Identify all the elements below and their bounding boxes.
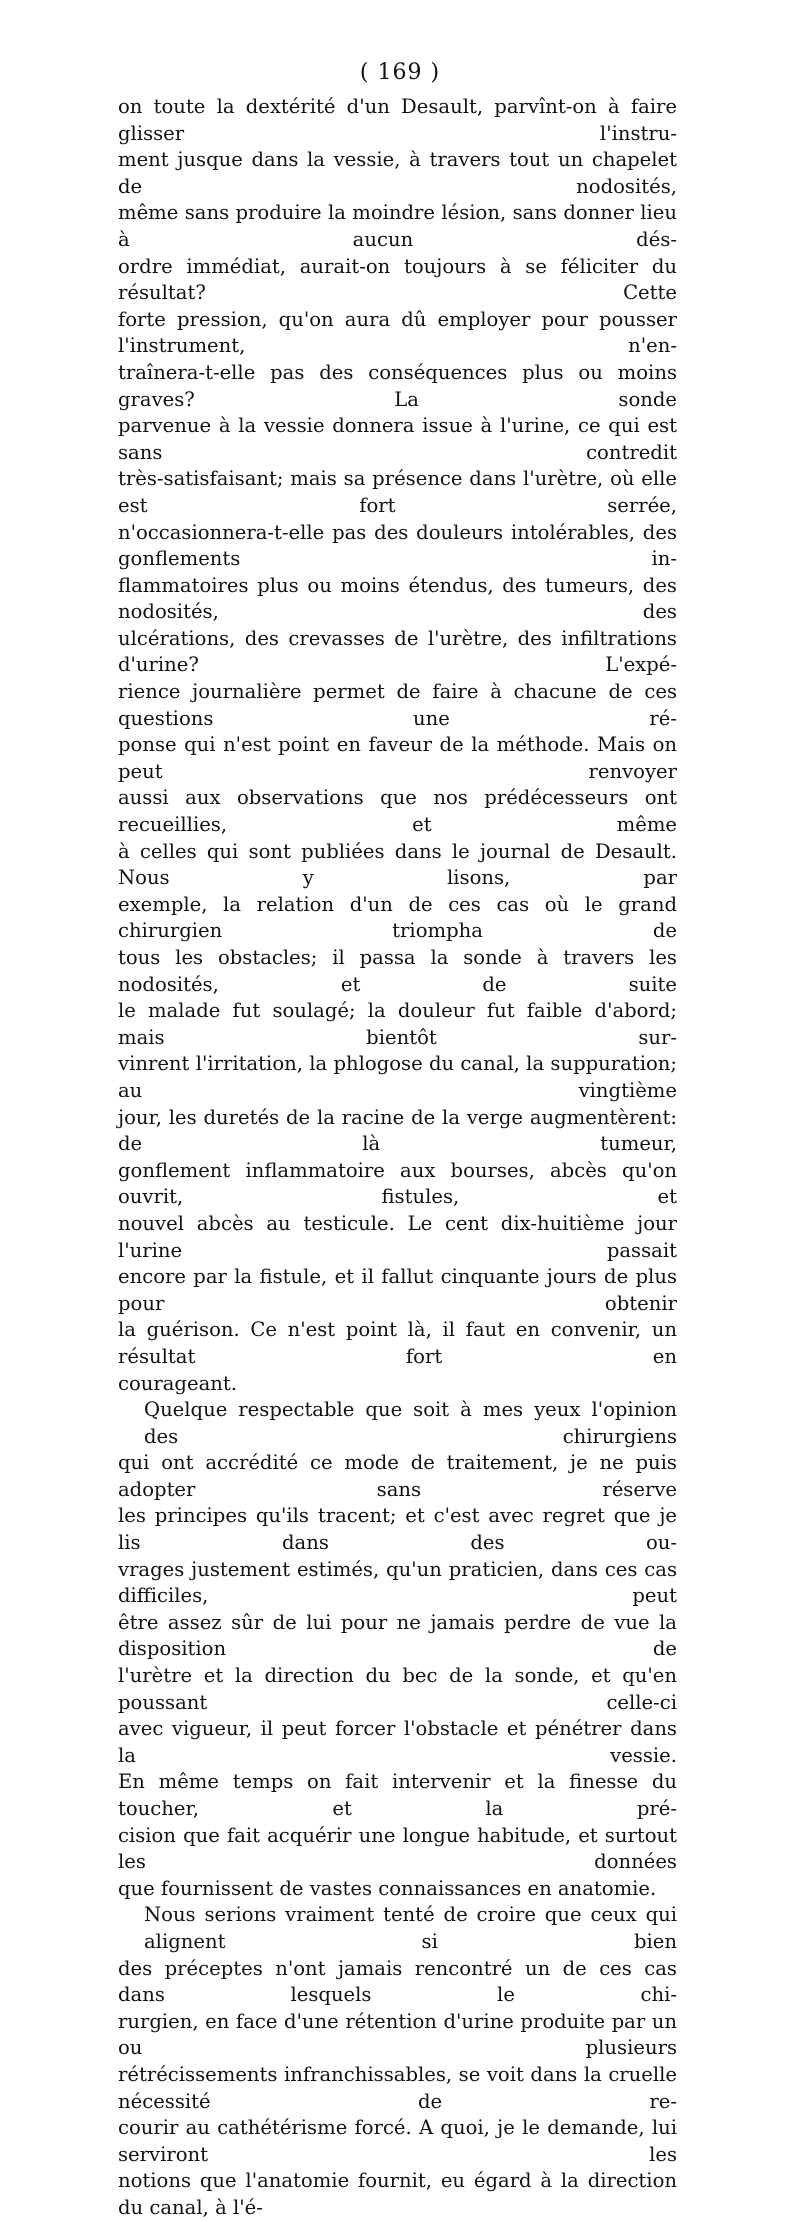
text-line: exemple, la relation d'un de ces cas où le grand chirurgien triompha de bbox=[118, 892, 677, 943]
text-line: vrages justement estimés, qu'un praticien, dans ces cas difficiles, peut bbox=[118, 1557, 677, 1608]
text-line: les principes qu'ils tracent; et c'est avec regret que je lis dans des ou- bbox=[118, 1504, 677, 1555]
text-line: que fournissent de vastes connaissances en anatomie. bbox=[118, 1876, 657, 1900]
text-line: En même temps on fait intervenir et la finesse du toucher, et la pré- bbox=[118, 1770, 677, 1820]
text-line: Nous serions vraiment tenté de croire que ceux qui alignent si bien bbox=[144, 1903, 677, 1953]
text-line: des préceptes n'ont jamais rencontré un de ces cas dans lesquels le chi- bbox=[118, 1956, 677, 2007]
text-line: ment jusque dans la vessie, à travers tout un chapelet de nodosités, bbox=[118, 148, 677, 198]
text-line: nouvel abcès au testicule. Le cent dix-huitième jour l'urine passait bbox=[118, 1211, 677, 1262]
paragraph-3 bbox=[118, 1902, 677, 2221]
text-line: à celles qui sont publiées dans le journal de Desault. Nous y lisons, par bbox=[118, 839, 677, 890]
text-line: jour, les duretés de la racine de la verge augmentèrent: de là tumeur, bbox=[118, 1105, 677, 1156]
text-line: l'urètre et la direction du bec de la sonde, et qu'en poussant celle-ci bbox=[118, 1664, 677, 1714]
text-line: flammatoires plus ou moins étendus, des tumeurs, des nodosités, des bbox=[118, 573, 677, 624]
text-line: parvenue à la vessie donnera issue à l'urine, ce qui est sans contredit bbox=[118, 414, 677, 464]
text-line: même sans produire la moindre lésion, sans donner lieu à aucun dés- bbox=[118, 201, 677, 251]
text-line: traînera-t-elle pas des conséquences plus ou moins graves? La sonde bbox=[118, 360, 677, 411]
text-line: avec vigueur, il peut forcer l'obstacle et pénétrer dans la vessie. bbox=[118, 1717, 677, 1767]
text-line: forte pression, qu'on aura dû employer pour pousser l'instrument, n'en- bbox=[118, 307, 677, 358]
text-line: gonflement inflammatoire aux bourses, abcès qu'on ouvrit, fistules, et bbox=[118, 1158, 677, 1209]
text-line: qui ont accrédité ce mode de traitement, je ne puis adopter sans réserve bbox=[118, 1451, 677, 1501]
text-line: ordre immédiat, aurait-on toujours à se féliciter du résultat? Cette bbox=[118, 254, 677, 305]
text-line: vinrent l'irritation, la phlogose du canal, la suppuration; au vingtième bbox=[118, 1052, 677, 1102]
text-line: tous les obstacles; il passa la sonde à travers les nodosités, et de suite bbox=[118, 946, 677, 996]
text-line: très-satisfaisant; mais sa présence dans l'urètre, où elle est fort serrée, bbox=[118, 467, 677, 517]
text-line: rience journalière permet de faire à chacune de ces questions une ré- bbox=[118, 680, 677, 730]
text-line: le malade fut soulagé; la douleur fut faible d'abord; mais bientôt sur- bbox=[118, 999, 677, 1049]
text-line: aussi aux observations que nos prédécesseurs ont recueillies, et même bbox=[118, 786, 677, 837]
text-line: on toute la dextérité d'un Desault, parvînt-on à faire glisser l'instru- bbox=[118, 95, 677, 145]
text-line: n'occasionnera-t-elle pas des douleurs intolérables, des gonflements in- bbox=[118, 520, 677, 571]
text-line: cision que fait acquérir une longue habitude, et surtout les données bbox=[118, 1823, 677, 1874]
text-line: courageant. bbox=[118, 1371, 237, 1395]
text-line: courir au cathétérisme forcé. A quoi, je le demande, lui serviront les bbox=[118, 2116, 677, 2166]
text-line: ponse qui n'est point en faveur de la méthode. Mais on peut renvoyer bbox=[118, 733, 677, 783]
page-number: ( 169 ) bbox=[359, 60, 441, 85]
paragraph-1 bbox=[118, 94, 677, 1397]
text-line: notions que l'anatomie fournit, eu égard à la direction du canal, à l'é- bbox=[118, 2169, 677, 2219]
text-line: être assez sûr de lui pour ne jamais perdre de vue la disposition de bbox=[118, 1610, 677, 1661]
text-line: Quelque respectable que soit à mes yeux l'opinion des chirurgiens bbox=[144, 1398, 677, 1448]
text-line: rurgien, en face d'une rétention d'urine produite par un ou plusieurs bbox=[118, 2009, 677, 2060]
text-line: encore par la fistule, et il fallut cinquante jours de plus pour obtenir bbox=[118, 1265, 677, 1315]
paragraph-2 bbox=[118, 1397, 677, 1902]
text-line: la guérison. Ce n'est point là, il faut en convenir, un résultat fort en bbox=[118, 1318, 677, 1368]
text-line: ulcérations, des crevasses de l'urètre, des infiltrations d'urine? L'expé- bbox=[118, 626, 677, 677]
text-line: rétrécissements infranchissables, se voit dans la cruelle nécessité de re- bbox=[118, 2062, 677, 2113]
body-text bbox=[118, 94, 677, 2222]
